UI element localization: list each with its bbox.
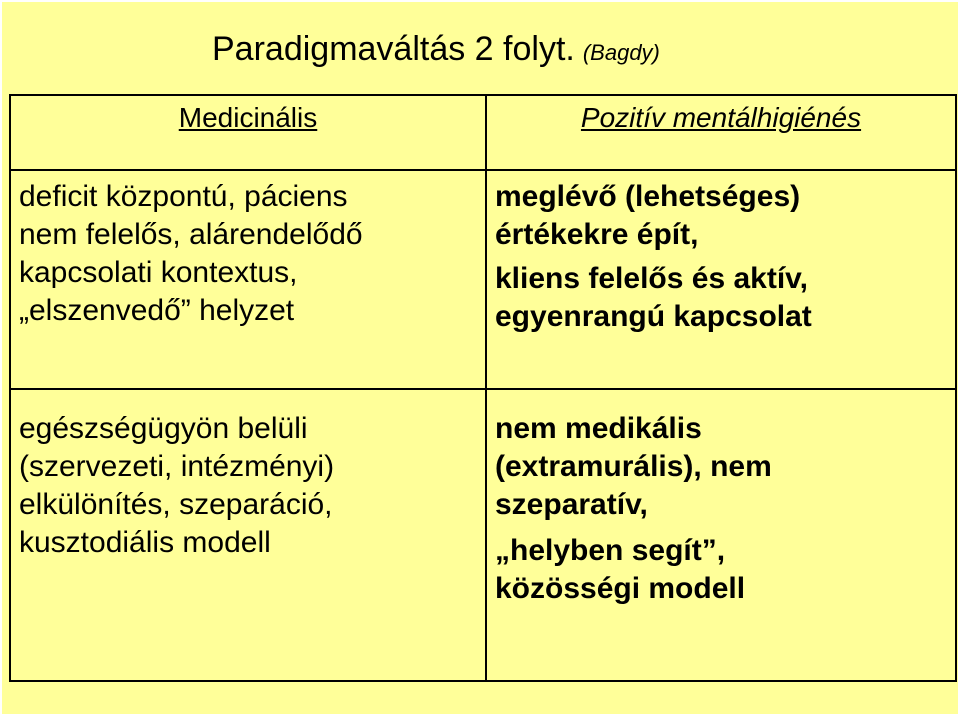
cell-line: értékekre épít, — [495, 218, 699, 251]
cell-line: kusztodiális modell — [19, 526, 271, 559]
row-divider — [11, 388, 955, 390]
cell-line: meglévő (lehetséges) — [495, 180, 801, 213]
title-main: Paradigmaváltás 2 folyt. — [212, 30, 575, 68]
cell-line: kliens felelős és aktív, — [495, 262, 808, 295]
cell-line: nem medikális — [495, 412, 702, 445]
cell-line: szeparatív, — [495, 488, 648, 521]
title-author: (Bagdy) — [582, 40, 660, 65]
cell-line: deficit központú, páciens — [19, 180, 348, 213]
cell-line: „helyben segít”, — [495, 534, 726, 567]
cell-line: „elszenvedő” helyzet — [19, 294, 295, 327]
cell-line: elkülönítés, szeparáció, — [19, 488, 333, 521]
slide — [2, 2, 958, 714]
cell-positive-model — [495, 410, 772, 608]
header-divider — [11, 169, 955, 171]
header-medicinalis: Medicinális — [178, 102, 318, 133]
cell-positive-relationship — [495, 178, 812, 336]
cell-line: egészségügyön belüli — [19, 412, 308, 445]
slide-title — [212, 30, 660, 69]
cell-medicinal-model — [19, 410, 334, 562]
cell-line: nem felelős, alárendelődő — [19, 218, 363, 251]
cell-line: egyenrangú kapcsolat — [495, 300, 812, 333]
cell-line: (extramurális), nem — [495, 450, 772, 483]
cell-line: kapcsolati kontextus, — [19, 256, 298, 289]
cell-line: közösségi modell — [495, 572, 746, 605]
cell-medicinal-relationship — [19, 178, 363, 330]
cell-line: (szervezeti, intézményi) — [19, 450, 335, 483]
comparison-table — [9, 94, 957, 682]
header-pozitiv-mentalhigienes: Pozitív mentálhigiénés — [580, 102, 862, 133]
